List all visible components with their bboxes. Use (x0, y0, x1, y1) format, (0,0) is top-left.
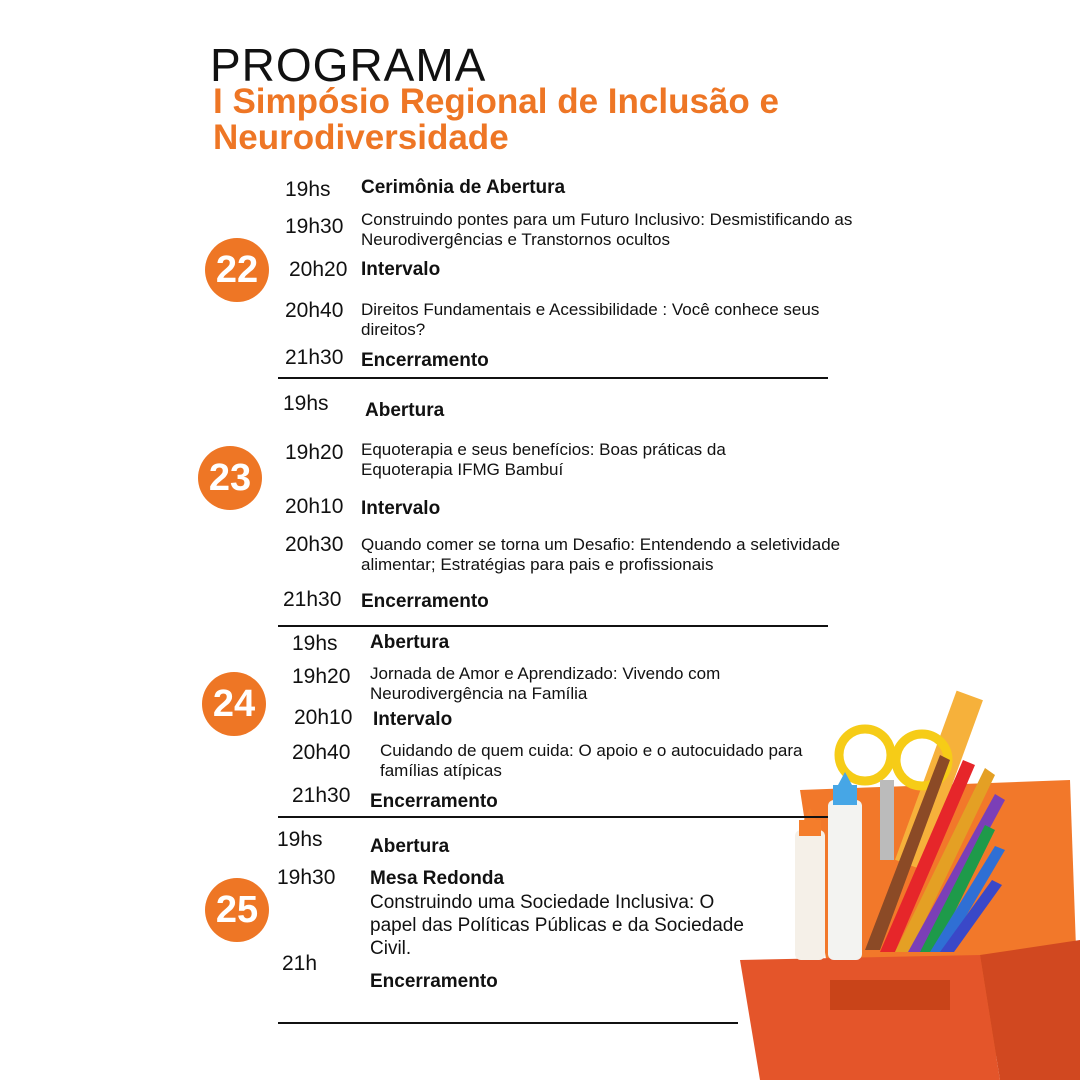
time: 20h10 (294, 706, 353, 729)
divider (278, 377, 828, 379)
session-title: Intervalo (361, 498, 441, 519)
time: 20h20 (289, 258, 348, 281)
time: 20h30 (285, 533, 344, 556)
time: 19hs (283, 392, 329, 415)
session-title: Encerramento (361, 591, 489, 612)
session-title: Abertura (370, 632, 450, 653)
time: 19h30 (285, 215, 344, 238)
time: 21h30 (292, 784, 351, 807)
time: 21h30 (283, 588, 342, 611)
session-title: Encerramento (361, 350, 489, 371)
divider (278, 1022, 738, 1024)
time: 19h20 (292, 665, 351, 688)
day-badge-22: 22 (205, 238, 269, 302)
session-title: Equoterapia e seus benefícios: Boas práticas da Equoterapia IFMG Bambuí (361, 440, 726, 479)
divider (278, 625, 828, 627)
time: 20h40 (292, 741, 351, 764)
session-title: Intervalo (361, 259, 441, 280)
session-title: Construindo pontes para um Futuro Inclusivo: Desmistificando as Neurodivergências e Transtornos ocultos (361, 210, 853, 249)
event-subtitle: I Simpósio Regional de Inclusão e Neurodiversidade (213, 82, 779, 157)
time: 20h40 (285, 299, 344, 322)
session-title: Jornada de Amor e Aprendizado: Vivendo com Neurodivergência na Família (370, 664, 721, 703)
session-title: Mesa Redonda (370, 868, 505, 889)
session-title: Intervalo (373, 709, 453, 730)
time: 21h30 (285, 346, 344, 369)
time: 19hs (277, 828, 323, 851)
time: 19h30 (277, 866, 336, 889)
session-detail: Construindo uma Sociedade Inclusiva: O papel das Políticas Públicas e da Sociedade Civil. (370, 892, 744, 959)
session-title: Abertura (365, 400, 445, 421)
session-title: Abertura (370, 836, 450, 857)
day-badge-25: 25 (205, 878, 269, 942)
day-badge-23: 23 (198, 446, 262, 510)
time: 21h (282, 952, 318, 975)
time: 19hs (292, 632, 338, 655)
divider (278, 816, 828, 818)
session-title: Encerramento (370, 971, 498, 992)
session-title: Cuidando de quem cuida: O apoio e o autocuidado para famílias atípicas (380, 741, 803, 780)
school-supplies-illustration (740, 680, 1080, 1080)
session-title: Direitos Fundamentais e Acessibilidade : Você conhece seus direitos? (361, 300, 820, 339)
session-title: Quando comer se torna um Desafio: Entendendo a seletividade alimentar; Estratégias para pais e profissionais (361, 535, 841, 574)
time: 20h10 (285, 495, 344, 518)
time: 19hs (285, 178, 331, 201)
day-badge-24: 24 (202, 672, 266, 736)
session-title: Encerramento (370, 791, 498, 812)
time: 19h20 (285, 441, 344, 464)
page-title: PROGRAMA (210, 39, 487, 91)
session-title: Cerimônia de Abertura (361, 177, 566, 198)
